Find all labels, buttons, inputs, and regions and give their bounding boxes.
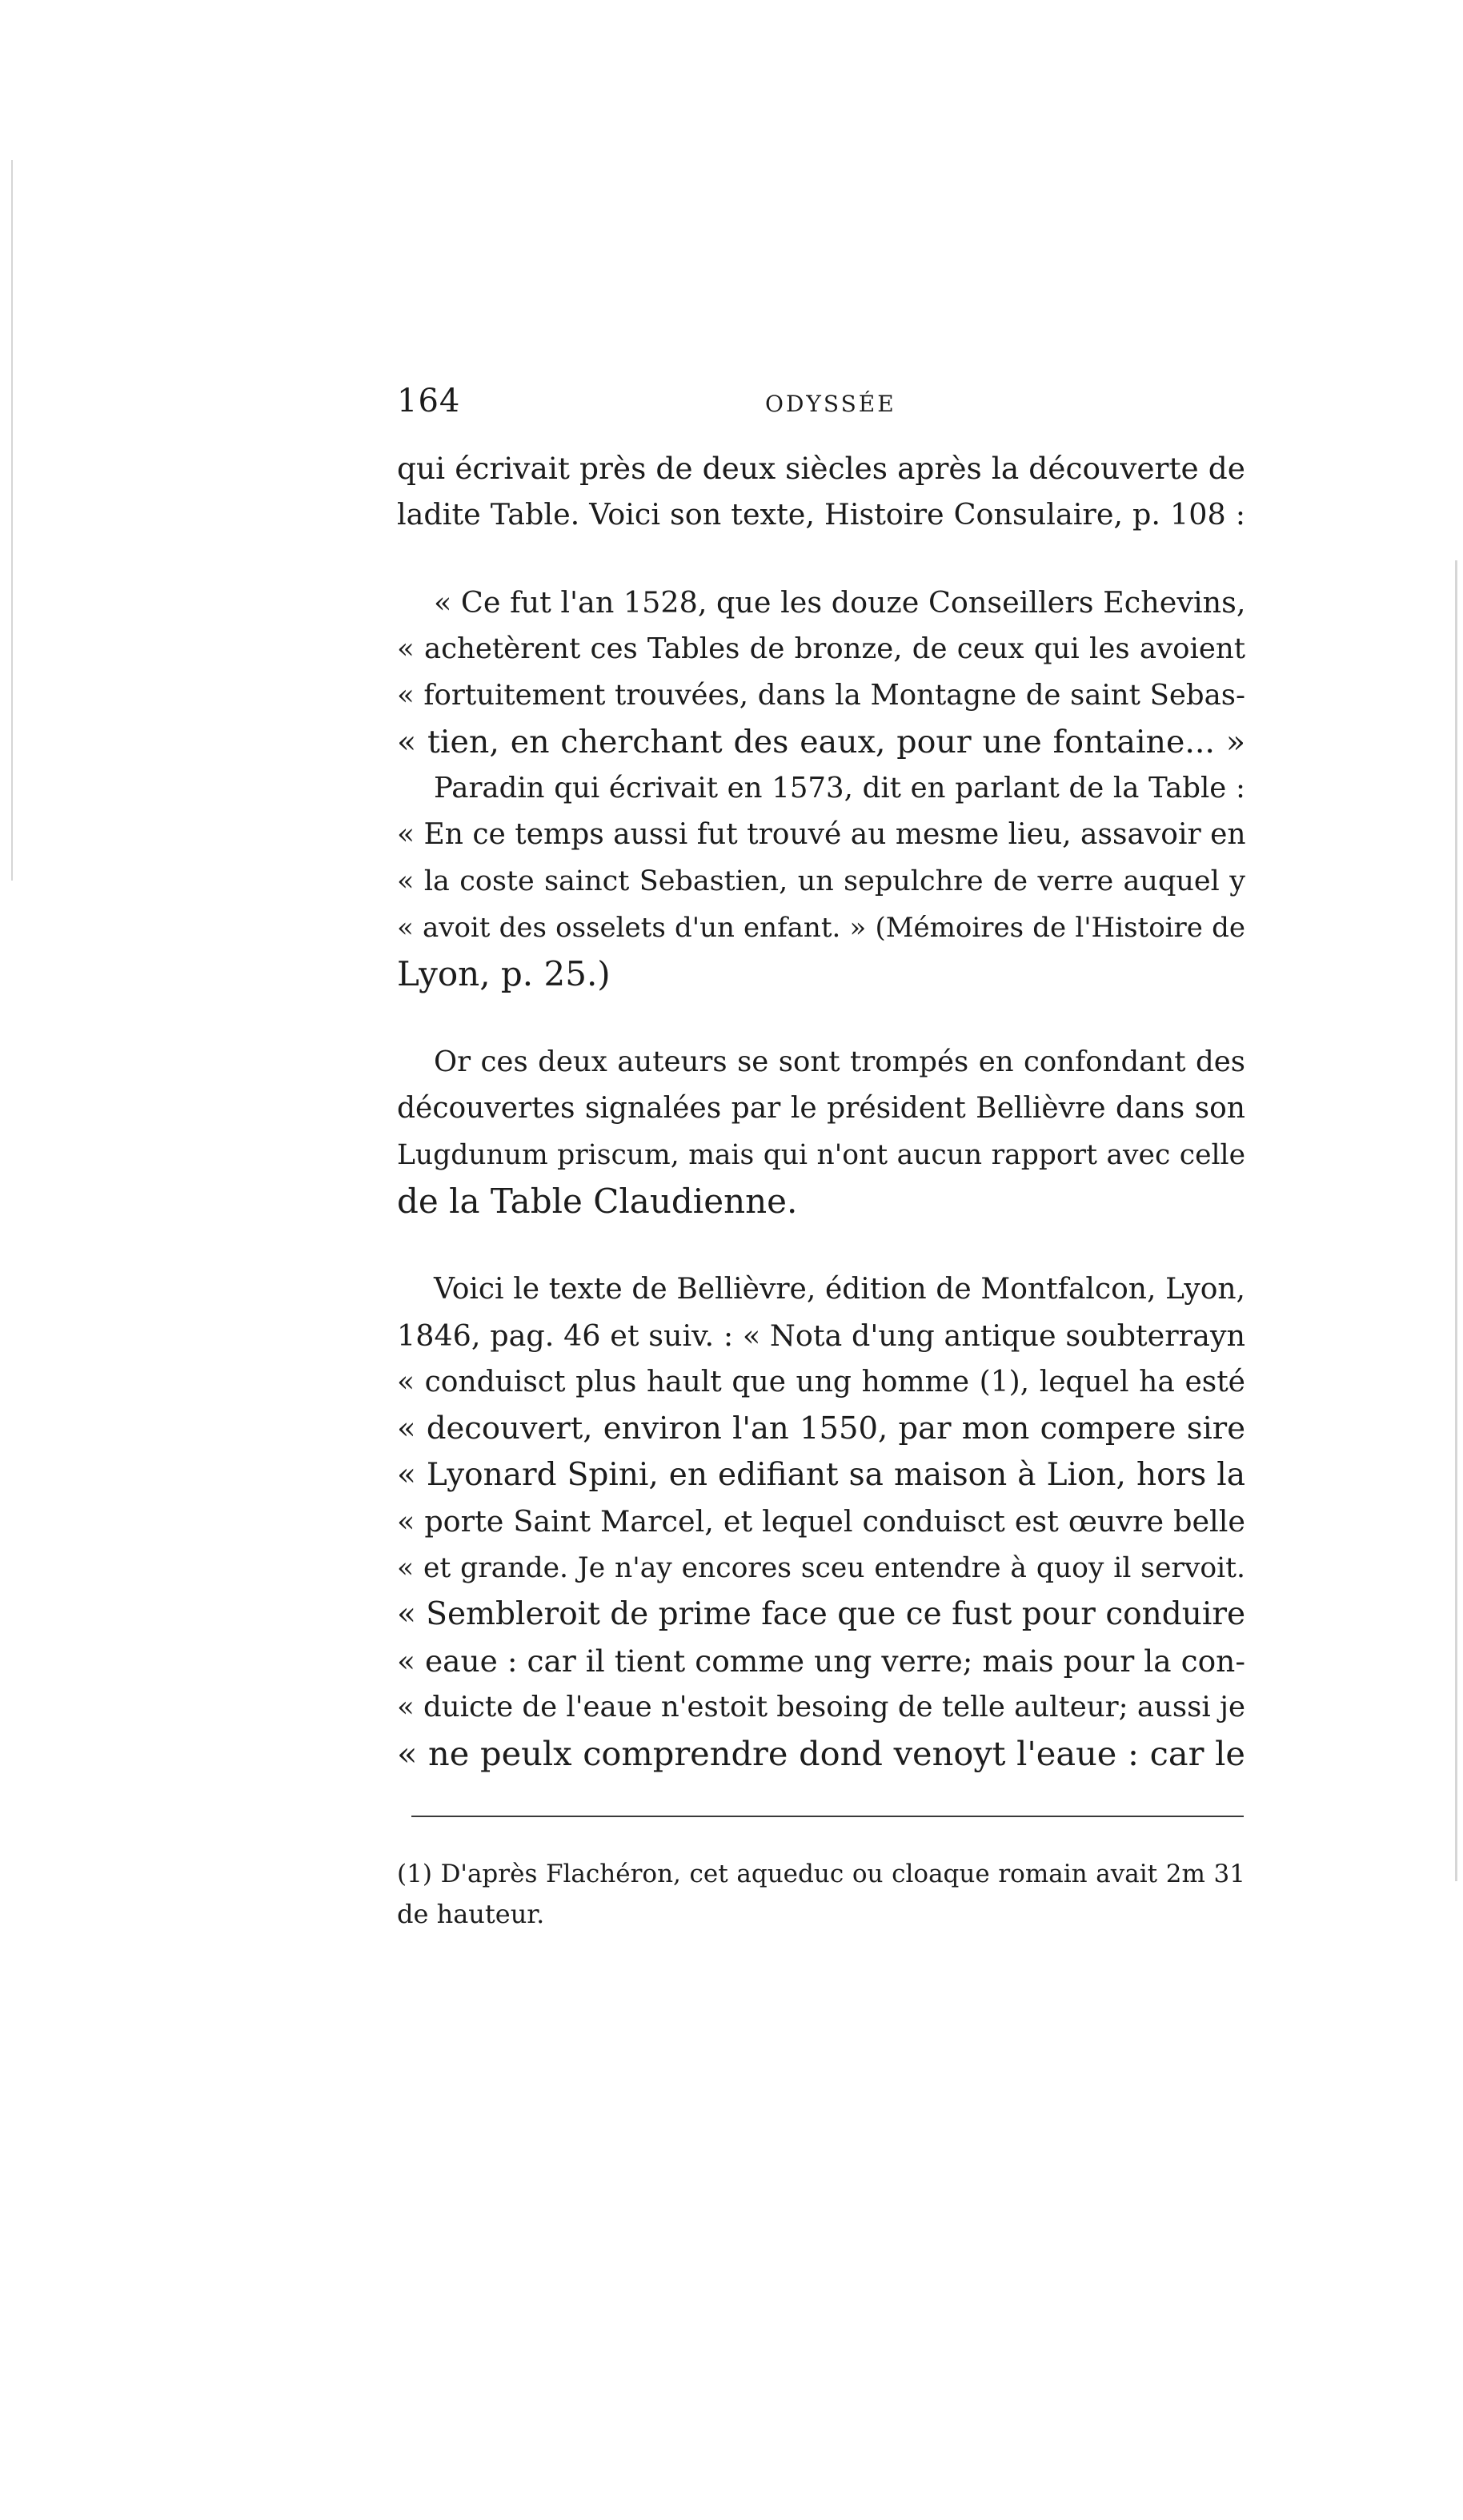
- footnote-line: de hauteur.: [397, 1899, 545, 1929]
- text-line: « tien, en cherchant des eaux, pour une fontaine... »: [397, 724, 1245, 760]
- text-line: « decouvert, environ l'an 1550, par mon compere sire: [397, 1410, 1245, 1447]
- footnote-line: (1) D'après Flachéron, cet aqueduc ou cloaque romain avait 2m 31: [397, 1860, 1245, 1888]
- text-line: « la coste sainct Sebastien, un sepulchre de verre auquel y: [397, 865, 1245, 897]
- text-line: Lugdunum priscum, mais qui n'ont aucun rapport avec celle: [397, 1139, 1245, 1171]
- text-line: qui écrivait près de deux siècles après la découverte de: [397, 451, 1245, 486]
- text-line: 1846, pag. 46 et suiv. : « Nota d'ung antique soubterrayn: [397, 1318, 1245, 1353]
- footnote: [397, 1854, 1245, 1934]
- text-line: ladite Table. Voici son texte, Histoire Consulaire, p. 108 :: [397, 497, 1245, 532]
- text-line: Lyon, p. 25.): [397, 954, 611, 993]
- text-line: « Ce fut l'an 1528, que les douze Conseillers Echevins,: [434, 585, 1246, 620]
- text-line: « eaue : car il tient comme ung verre; mais pour la con-: [397, 1643, 1245, 1679]
- text-line: « porte Saint Marcel, et lequel conduisct est œuvre belle: [397, 1504, 1245, 1539]
- scan-edge-left: [11, 160, 13, 881]
- paragraph-3: [397, 1039, 1245, 1225]
- page-header: [397, 383, 1245, 431]
- running-title: ODYSSÉE: [765, 391, 896, 417]
- text-line: découvertes signalées par le président Bellièvre dans son: [397, 1092, 1245, 1125]
- text-line: « duicte de l'eaue n'estoit besoing de telle aulteur; aussi je: [397, 1691, 1245, 1723]
- text-line: de la Table Claudienne.: [397, 1182, 798, 1221]
- paragraph-gap: [397, 1225, 1245, 1266]
- text-line: Paradin qui écrivait en 1573, dit en parlant de la Table :: [434, 772, 1245, 805]
- text-line: « et grande. Je n'ay encores sceu entendre à quoy il servoit.: [397, 1552, 1245, 1584]
- paragraph-1: [397, 445, 1245, 538]
- text-line: « ne peulx comprendre dond venoyt l'eaue : car le: [397, 1734, 1245, 1773]
- footnote-rule: [411, 1816, 1244, 1817]
- paragraph-2-quote: [397, 580, 1245, 997]
- paragraph-gap: [397, 538, 1245, 580]
- text-line: Voici le texte de Bellièvre, édition de Montfalcon, Lyon,: [434, 1273, 1245, 1306]
- page-number: 164: [397, 383, 461, 419]
- text-line: « avoit des osselets d'un enfant. » (Mémoires de l'Histoire de: [397, 912, 1245, 944]
- text-line: Or ces deux auteurs se sont trompés en confondant des: [434, 1045, 1245, 1078]
- text-line: « Sembleroit de prime face que ce fust pour conduire: [397, 1596, 1246, 1632]
- body-text: [397, 445, 1245, 1777]
- paragraph-gap: [397, 997, 1245, 1039]
- paragraph-4: [397, 1266, 1245, 1777]
- text-line: « conduisct plus hault que ung homme (1), lequel ha esté: [397, 1366, 1245, 1398]
- text-line: « fortuitement trouvées, dans la Montagne de saint Sebas-: [397, 679, 1245, 712]
- text-line: « Lyonard Spini, en edifiant sa maison à Lion, hors la: [397, 1457, 1245, 1493]
- text-line: « En ce temps aussi fut trouvé au mesme lieu, assavoir en: [397, 818, 1246, 851]
- text-line: « achetèrent ces Tables de bronze, de ceux qui les avoient: [397, 632, 1245, 665]
- scan-edge-right: [1455, 560, 1457, 1881]
